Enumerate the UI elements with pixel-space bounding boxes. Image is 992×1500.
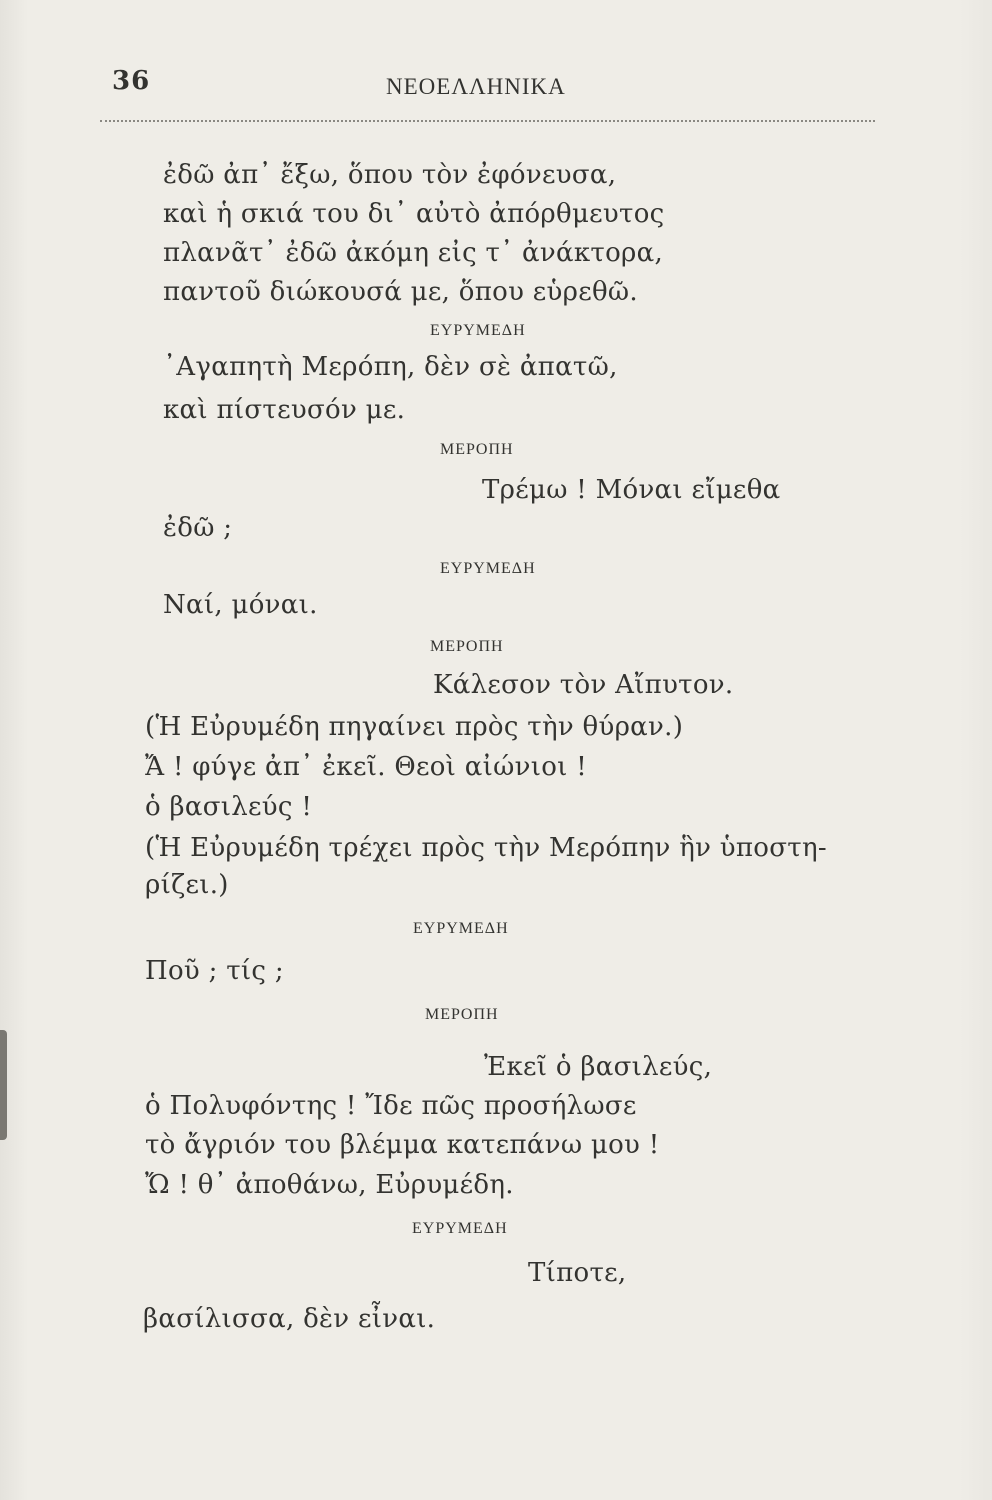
verse-line: καὶ ἡ σκιά του δι᾿ αὐτὸ ἀπόρθμευτος	[163, 199, 665, 229]
verse-line: Ναί, μόναι.	[163, 590, 318, 620]
verse-line: καὶ πίστευσόν με.	[163, 395, 406, 425]
verse-line: Ποῦ ; τίς ;	[145, 956, 284, 986]
verse-line: ᾿Αγαπητὴ Μερόπη, δὲν σὲ ἀπατῶ,	[163, 352, 618, 382]
verse-line: ἐδῶ ;	[163, 513, 233, 543]
stage-direction: (Ἡ Εὐρυμέδη πηγαίνει πρὸς τὴν θύραν.)	[145, 712, 684, 742]
speaker-name: ΕΥΡΥΜΕΔΗ	[430, 322, 526, 339]
speaker-name: ΕΥΡΥΜΕΔΗ	[412, 1220, 508, 1237]
stage-direction: (Ἡ Εὐρυμέδη τρέχει πρὸς τὴν Μερόπην ἣν ὑποστη-	[145, 833, 827, 863]
stage-direction: ρίζει.)	[145, 870, 229, 900]
verse-line: ὁ Πολυφόντης ! Ἴδε πῶς προσήλωσε	[145, 1091, 637, 1121]
verse-line: πλανᾶτ᾿ ἐδῶ ἀκόμη εἰς τ᾿ ἀνάκτορα,	[163, 238, 664, 268]
speaker-name: ΕΥΡΥΜΕΔΗ	[440, 560, 536, 577]
speaker-name: ΜΕΡΟΠΗ	[440, 441, 514, 458]
verse-line: βασίλισσα, δὲν εἶναι.	[143, 1304, 436, 1334]
verse-line: ἐδῶ ἀπ᾿ ἔξω, ὅπου τὸν ἐφόνευσα,	[163, 160, 617, 190]
verse-line: Τρέμω ! Μόναι εἴμεθα	[482, 475, 781, 505]
header-rule	[100, 120, 875, 122]
page-number: 36	[112, 66, 151, 96]
verse-line: τὸ ἄγριόν του βλέμμα κατεπάνω μου !	[145, 1130, 660, 1160]
speaker-name: ΕΥΡΥΜΕΔΗ	[413, 920, 509, 937]
verse-line: ὁ βασιλεύς !	[145, 792, 313, 822]
speaker-name: ΜΕΡΟΠΗ	[430, 638, 504, 655]
verse-line: Ὤ ! θ᾿ ἀποθάνω, Εὐρυμέδη.	[145, 1170, 514, 1200]
speaker-name: ΜΕΡΟΠΗ	[425, 1006, 499, 1023]
verse-line: Ἐκεῖ ὁ βασιλεύς,	[484, 1052, 713, 1082]
running-title: ΝΕΟΕΛΛΗΝΙΚΑ	[386, 74, 566, 99]
verse-line: Ἄ ! φύγε ἀπ᾿ ἐκεῖ. Θεοὶ αἰώνιοι !	[145, 752, 587, 782]
verse-line: Τίποτε,	[528, 1258, 627, 1288]
verse-line: παντοῦ διώκουσά με, ὅπου εὑρεθῶ.	[163, 277, 638, 307]
page-edge-mark	[0, 1030, 7, 1140]
verse-line: Κάλεσον τὸν Αἴπυτον.	[433, 670, 734, 700]
